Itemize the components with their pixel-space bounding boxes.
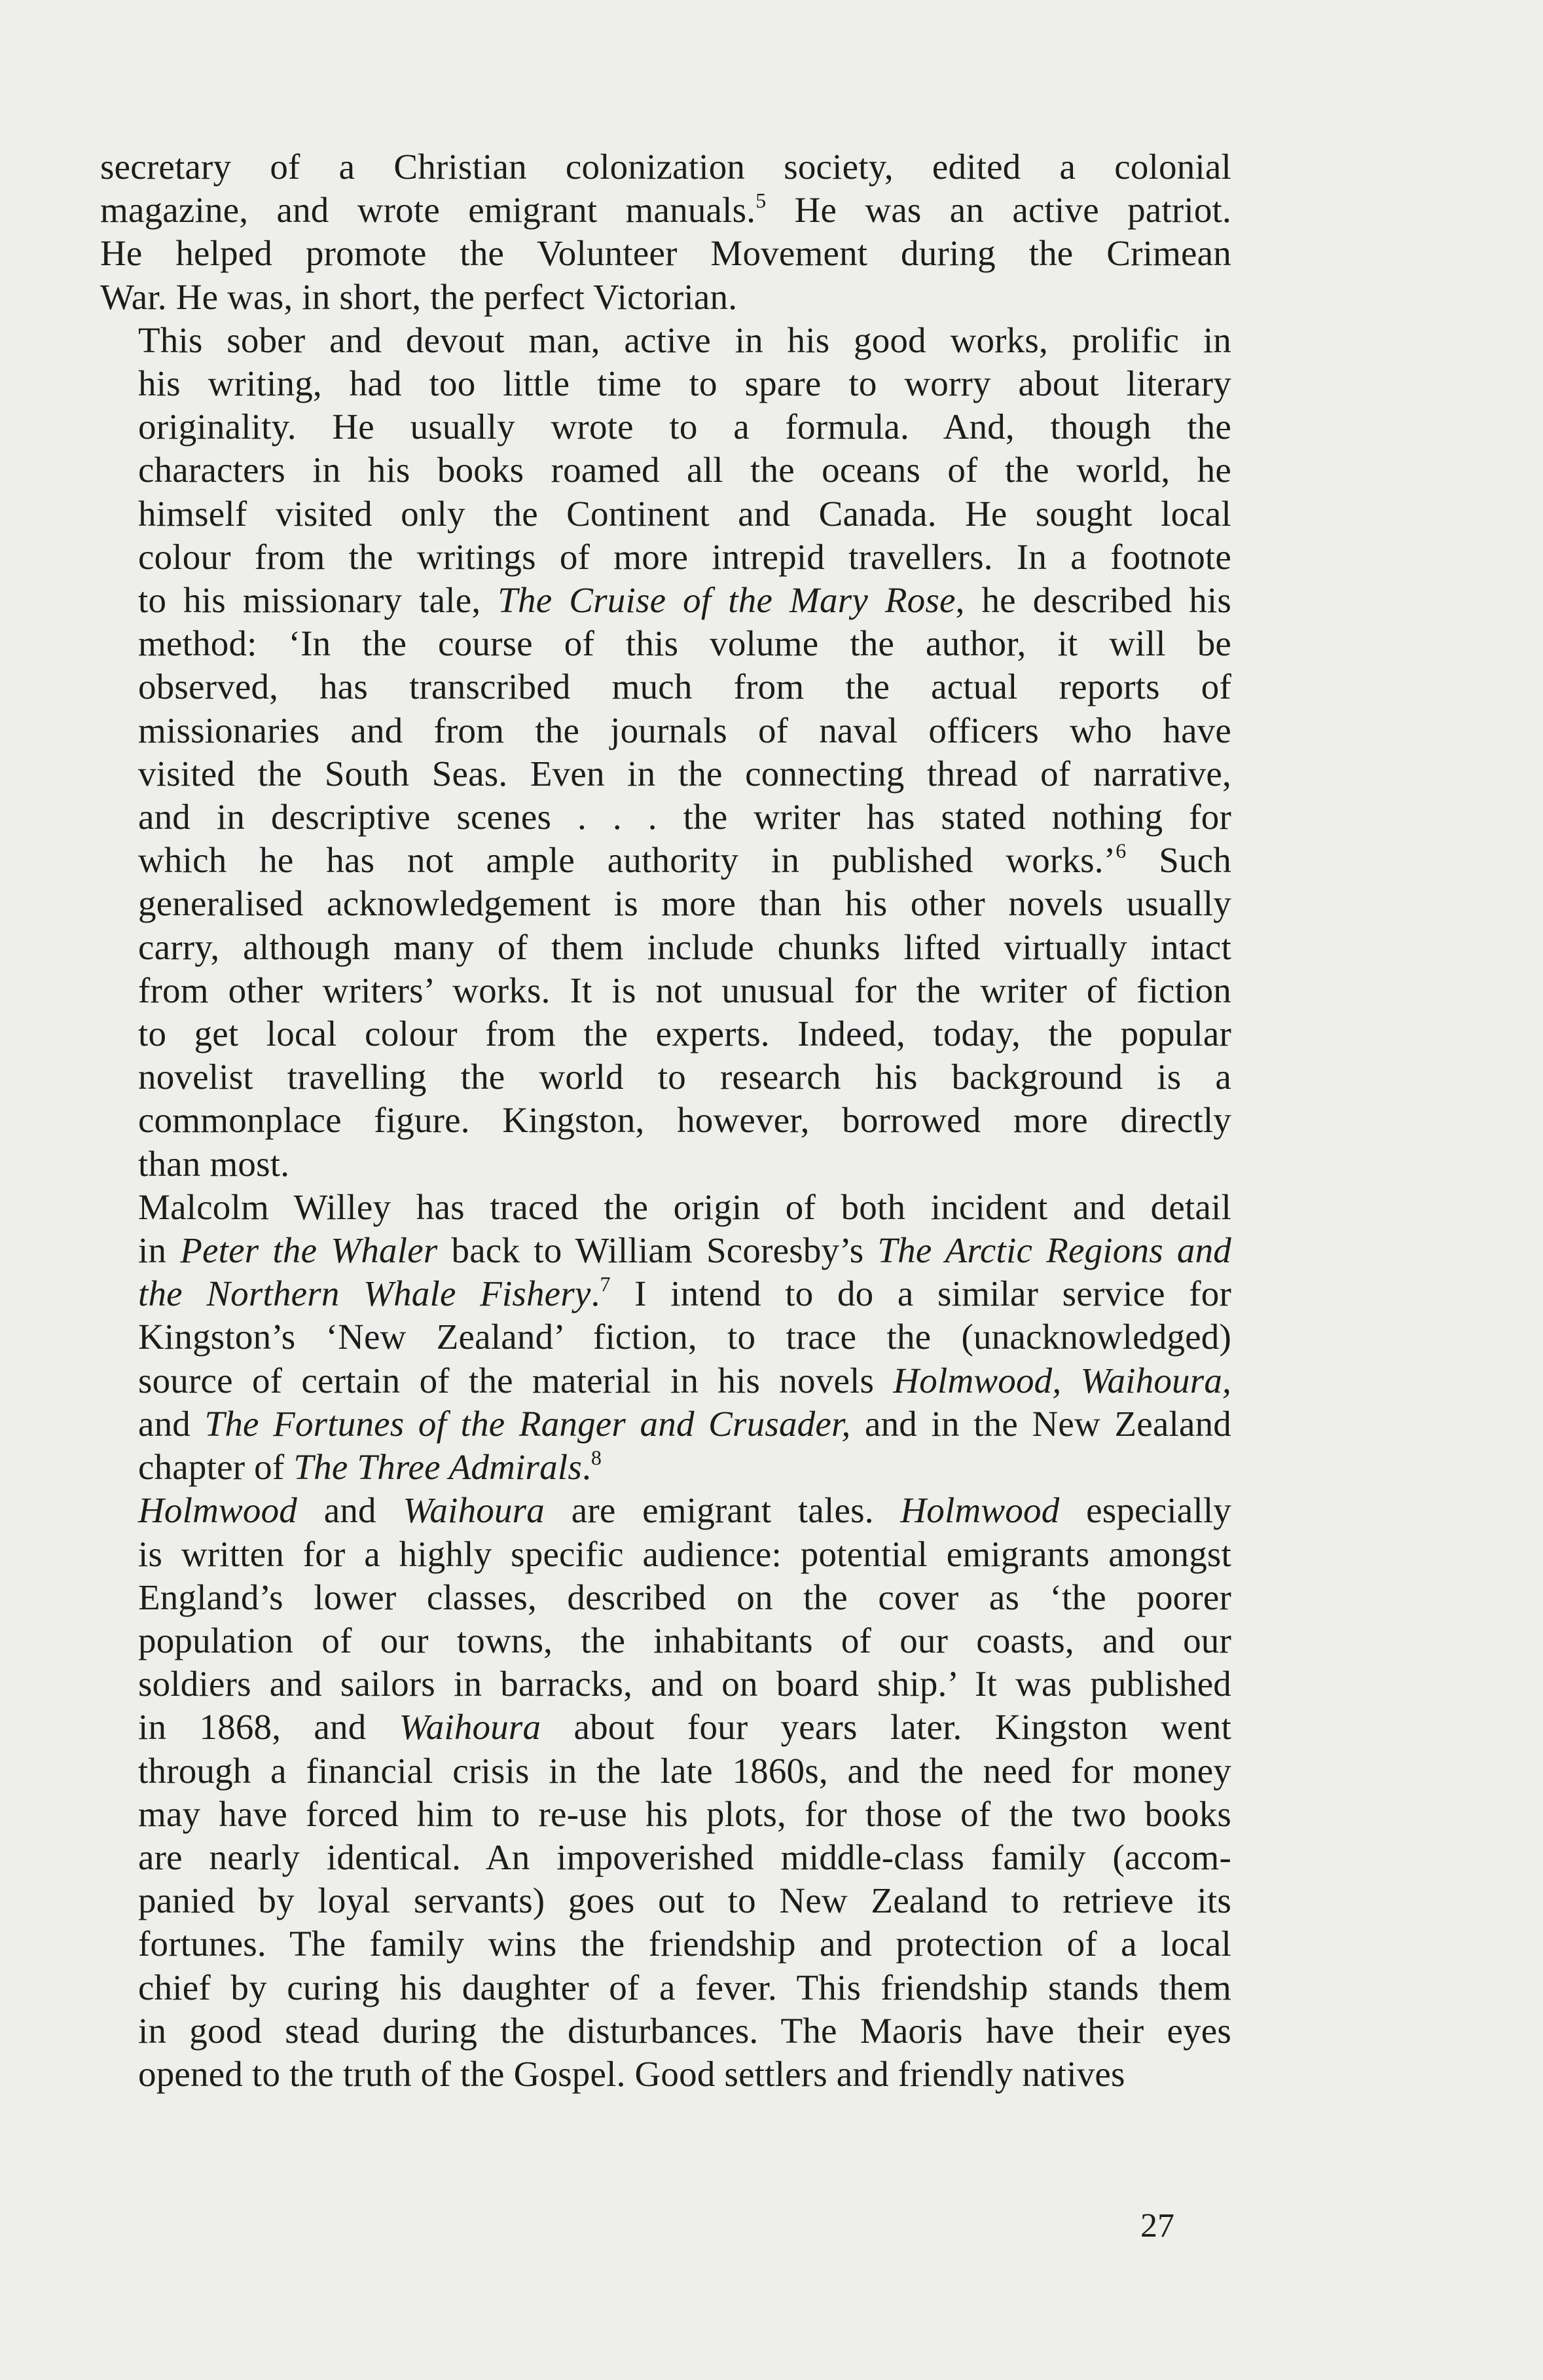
text-run: characters in his books roamed all the oceans of the world, he: [138, 450, 1231, 490]
text-line: [100, 1446, 1231, 1489]
text-run: War. He was, in short, the perfect Victorian.: [100, 276, 738, 317]
text-run: his writing, had too little time to spare to worry about literary: [138, 363, 1231, 404]
italic-title: Peter the Whaler: [180, 1230, 438, 1271]
text-run: in 1868, and: [138, 1707, 399, 1748]
italic-title: The Fortunes of the Ranger and Crusader,: [204, 1403, 851, 1444]
text-run: commonplace figure. Kingston, however, borrowed more directly: [138, 1100, 1231, 1141]
text-run: Such: [1126, 840, 1231, 881]
text-run: originality. He usually wrote to a formula. And, though the: [138, 407, 1231, 447]
text-line: [100, 189, 1231, 232]
paragraph: [100, 319, 1231, 1186]
footnote-ref: 8: [590, 1446, 602, 1470]
text-line: [100, 882, 1231, 925]
text-run: carry, although many of them include chunks lifted virtually intact: [138, 926, 1231, 967]
text-run: source of certain of the material in his novels: [138, 1360, 894, 1401]
text-run: fortunes. The family wins the friendship and protection of a local: [138, 1924, 1231, 1964]
text-run: soldiers and sailors in barracks, and on board ship.’ It was published: [138, 1664, 1231, 1704]
text-run: and: [297, 1490, 403, 1531]
italic-title: Holmwood, Waihoura,: [893, 1360, 1232, 1401]
italic-title: The Cruise of the Mary Rose: [498, 580, 956, 621]
text-line: [100, 622, 1231, 665]
text-line: [100, 2009, 1231, 2053]
text-run: panied by loyal servants) goes out to New Zealand to retrieve its: [138, 1880, 1231, 1921]
text-line: [100, 405, 1231, 449]
text-run: from other writers’ works. It is not unusual for the writer of fiction: [138, 970, 1231, 1010]
text-run: through a financial crisis in the late 1860s, and the need for money: [138, 1750, 1231, 1791]
italic-title: Holmwood: [900, 1490, 1060, 1531]
text-run: Kingston’s ‘New Zealand’ fiction, to trace the (unacknowledged): [138, 1317, 1231, 1357]
text-line: [100, 1749, 1231, 1793]
text-run: novelist travelling the world to research his background is a: [138, 1057, 1231, 1097]
text-run: generalised acknowledgement is more than his other novels usually: [138, 883, 1231, 924]
text-line: [100, 665, 1231, 708]
text-run: population of our towns, the inhabitants of our coasts, and our: [138, 1620, 1231, 1660]
footnote-ref: 7: [600, 1272, 611, 1296]
text-line: [100, 579, 1231, 622]
italic-title: Holmwood: [138, 1490, 298, 1531]
paragraph: [100, 145, 1231, 319]
italic-title: The Three Admirals: [293, 1447, 582, 1488]
italic-title: Waihoura: [399, 1707, 541, 1748]
text-run: and in descriptive scenes . . . the writer has stated nothing for: [138, 797, 1231, 837]
text-run: Malcolm Willey has traced the origin of both incident and detail: [138, 1186, 1231, 1227]
text-line: [100, 492, 1231, 536]
text-line: [100, 1489, 1231, 1532]
text-run: .: [590, 1273, 600, 1314]
text-run: He was an active patriot.: [766, 190, 1231, 230]
text-line: [100, 1272, 1231, 1315]
body-text: [100, 145, 1231, 2096]
text-line: [100, 1099, 1231, 1142]
text-line: [100, 536, 1231, 579]
text-line: [100, 1402, 1231, 1446]
text-run: to his missionary tale,: [138, 580, 498, 621]
text-run: are emigrant tales.: [545, 1490, 901, 1531]
text-line: [100, 709, 1231, 752]
text-line: [100, 839, 1231, 882]
paragraph: [100, 1489, 1231, 2096]
text-run: about four years later. Kingston went: [541, 1707, 1231, 1748]
text-run: which he has not ample authority in published works.’: [138, 840, 1116, 881]
footnote-ref: 6: [1116, 839, 1127, 863]
text-line: [100, 232, 1231, 275]
text-line: [100, 969, 1231, 1012]
text-line: [100, 1533, 1231, 1576]
text-line: [100, 362, 1231, 405]
text-run: to get local colour from the experts. Indeed, today, the popular: [138, 1014, 1231, 1054]
text-line: [100, 796, 1231, 839]
text-line: [100, 1315, 1231, 1359]
text-line: [100, 1576, 1231, 1619]
text-line: [100, 145, 1231, 189]
text-line: [100, 752, 1231, 796]
text-run: opened to the truth of the Gospel. Good settlers and friendly natives: [138, 2053, 1125, 2094]
text-run: back to William Scoresby’s: [437, 1230, 878, 1271]
text-run: England’s lower classes, described on the cover as ‘the poorer: [138, 1577, 1231, 1617]
paragraph: [100, 1186, 1231, 1489]
text-line: [100, 1055, 1231, 1099]
text-line: [100, 1619, 1231, 1662]
text-line: [100, 1186, 1231, 1229]
text-run: are nearly identical. An impoverished middle-class family (accom-: [138, 1837, 1231, 1877]
text-line: [100, 319, 1231, 362]
text-run: and: [138, 1403, 205, 1444]
text-run: visited the South Seas. Even in the connecting thread of narrative,: [138, 753, 1231, 794]
text-run: especially: [1059, 1490, 1232, 1531]
text-line: [100, 1966, 1231, 2009]
text-run: chapter of: [138, 1447, 294, 1488]
text-line: [100, 1143, 1231, 1186]
text-line: [100, 1706, 1231, 1749]
text-run: colour from the writings of more intrepid travellers. In a footnote: [138, 536, 1231, 577]
text-run: himself visited only the Continent and Canada. He sought local: [138, 493, 1231, 534]
text-run: He helped promote the Volunteer Movement during the Crimean: [100, 233, 1231, 274]
text-run: is written for a highly specific audience: potential emigrants amongst: [138, 1533, 1231, 1574]
text-line: [100, 1879, 1231, 1922]
text-run: magazine, and wrote emigrant manuals.: [100, 190, 756, 230]
text-line: [100, 1836, 1231, 1879]
text-run: in: [138, 1230, 181, 1271]
text-run: secretary of a Christian colonization society, edited a colonial: [100, 147, 1231, 187]
text-line: [100, 2053, 1231, 2096]
text-run: observed, has transcribed much from the actual reports of: [138, 667, 1231, 707]
text-run: method: ‘In the course of this volume the author, it will be: [138, 623, 1231, 664]
text-run: , he described his: [955, 580, 1232, 621]
text-line: [100, 1793, 1231, 1836]
text-run: and in the New Zealand: [850, 1403, 1231, 1444]
text-line: [100, 1662, 1231, 1706]
page-number: 27: [1140, 2207, 1174, 2244]
italic-title: Waihoura: [403, 1490, 545, 1531]
text-line: [100, 276, 1231, 319]
text-run: than most.: [138, 1143, 290, 1184]
text-line: [100, 926, 1231, 969]
text-line: [100, 1922, 1231, 1966]
text-line: [100, 449, 1231, 492]
text-run: chief by curing his daughter of a fever. This friendship stands them: [138, 1967, 1231, 2007]
text-run: .: [581, 1447, 591, 1488]
text-run: This sober and devout man, active in his good works, prolific in: [138, 320, 1231, 360]
text-line: [100, 1359, 1231, 1402]
text-run: may have forced him to re-use his plots, for those of the two books: [138, 1793, 1231, 1834]
text-line: [100, 1229, 1231, 1272]
text-run: I intend to do a similar service for: [610, 1273, 1231, 1314]
italic-title: The Arctic Regions and: [877, 1230, 1231, 1271]
text-line: [100, 1012, 1231, 1055]
text-run: missionaries and from the journals of naval officers who have: [138, 710, 1231, 750]
italic-title: the Northern Whale Fishery: [138, 1273, 591, 1314]
footnote-ref: 5: [755, 189, 767, 213]
text-run: in good stead during the disturbances. The Maoris have their eyes: [138, 2010, 1231, 2051]
